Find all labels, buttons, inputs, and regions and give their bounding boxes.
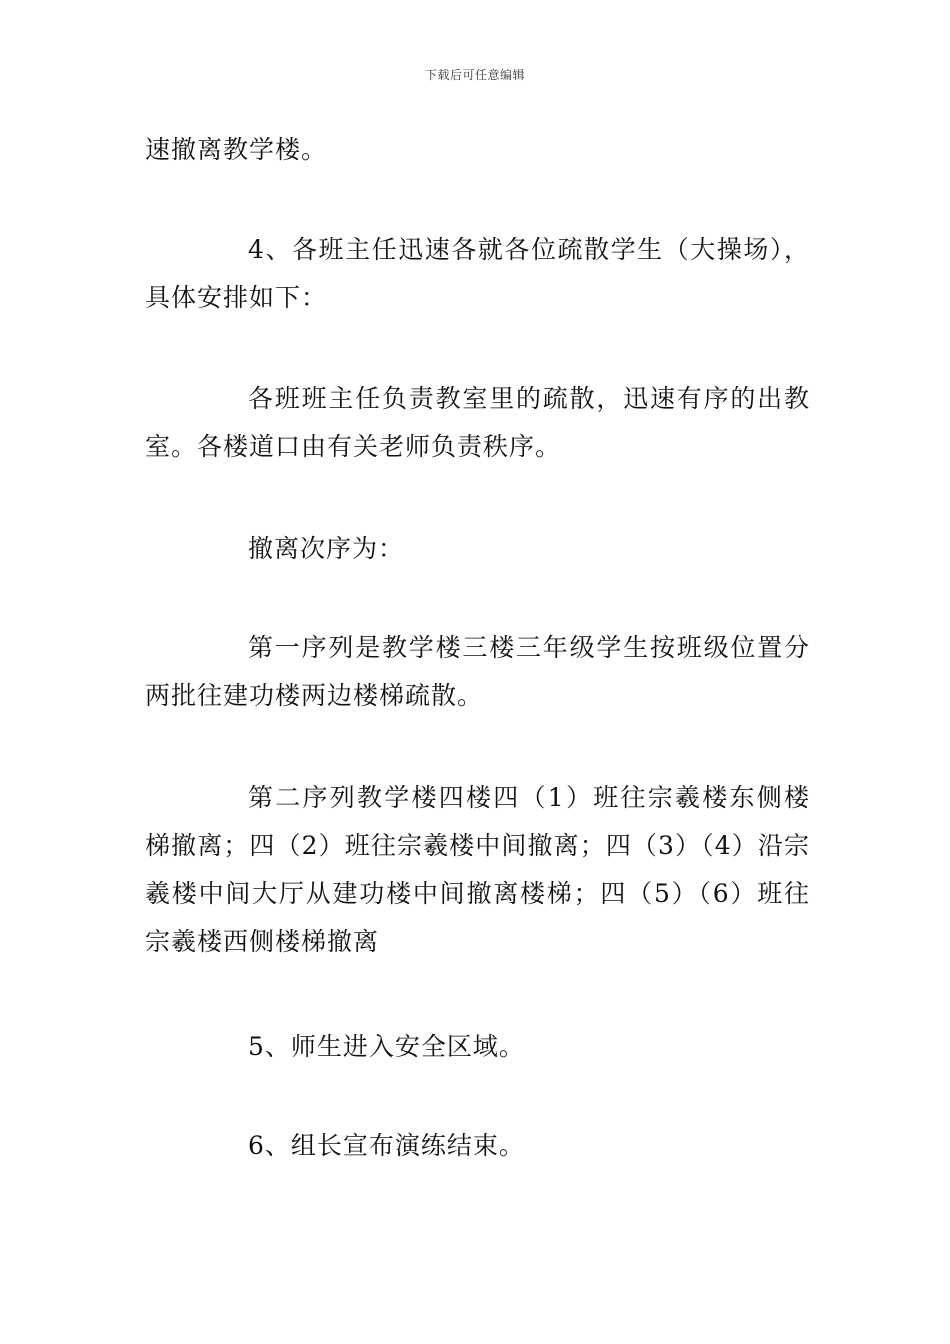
paragraph-continuation: 速撤离教学楼。 [145, 135, 328, 164]
paragraph-step-6: 6、组长宣布演练结束。 [248, 1131, 525, 1160]
paragraph-step-4: 4、各班主任迅速各就各位疏散学生（大操场），具体安排如下： [145, 235, 810, 312]
paragraph-evacuation-order: 撤离次序为： [248, 534, 405, 563]
paragraph-second-sequence: 第二序列教学楼四楼四（1）班往宗羲楼东侧楼梯撤离；四（2）班往宗羲楼中间撤离；四（3）（4）沿宗羲楼中间大厅从建功楼中间撤离楼梯；四（5）（6）班往宗羲楼西侧楼梯撤离 [145, 783, 810, 956]
paragraph-class-teachers: 各班班主任负责教室里的疏散，迅速有序的出教室。各楼道口由有关老师负责秩序。 [145, 384, 810, 461]
paragraph-step-5: 5、师生进入安全区域。 [248, 1032, 525, 1061]
paragraph-first-sequence: 第一序列是教学楼三楼三年级学生按班级位置分两批往建功楼两边楼梯疏散。 [145, 633, 810, 710]
header-note: 下载后可任意编辑 [424, 68, 525, 82]
